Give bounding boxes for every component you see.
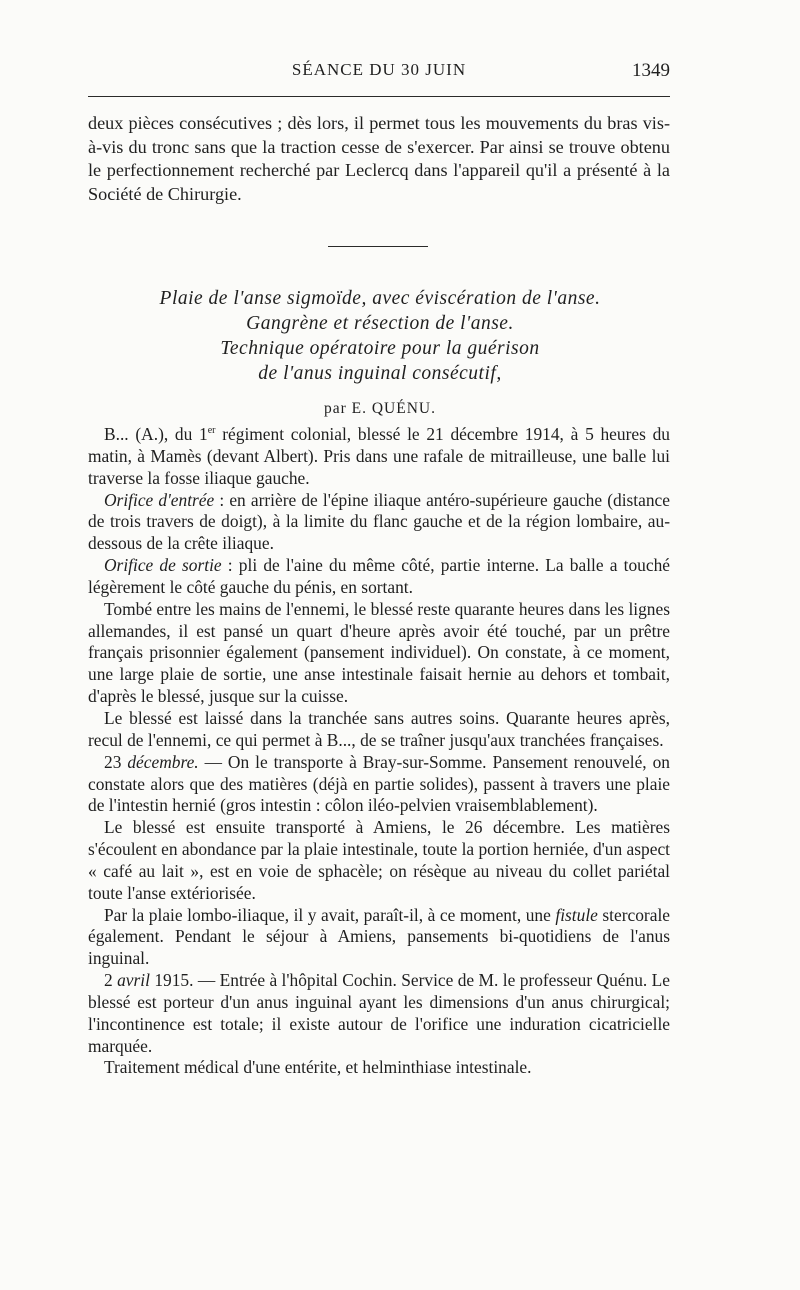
paragraph [88,424,670,490]
text-run: 23 [104,751,128,772]
title-line: Technique opératoire pour la guérison [220,338,540,359]
page-number: 1349 [632,60,670,81]
text-run: régiment colonial, blessé le 21 décembre 1914, à 5 heures du matin, à Mamès (devant Albert). Pris dans une rafale de mitrailleuse, une balle lui traverse la fosse iliaque gauche. [88,424,670,488]
text-run: : en arrière de l'épine iliaque antéro-supérieure gauche (distance de trois travers de doigt), à la limite du flanc gauche et de la région lombaire, au-dessous de la crête iliaque. [88,489,670,554]
paragraph [88,490,670,556]
paragraph [88,555,670,599]
author-byline: par E. QUÉNU. [323,400,436,417]
italic-date: décembre. [127,751,199,772]
page-header [88,60,670,86]
italic-label: Orifice d'entrée [104,489,215,510]
article-title [100,286,660,386]
text-run: 2 [104,970,118,991]
text-run: Par la plaie lombo-iliaque, il y avait, paraît-il, à ce moment, une [104,904,556,925]
text-run: 1915. — Entrée à l'hôpital Cochin. Service de M. le professeur Quénu. Le blessé est porteur d'un anus inguinal ayant les dimensions d'un anus chirurgical; l'incontinence est totale; il existe autour de l'orifice une induration cicatricielle marquée. [88,970,670,1056]
text-run: stercorale également. Pendant le séjour à Amiens, pansements bi-quotidiens de l'anus inguinal. [88,904,670,969]
text-run: B... (A.), du 1 [104,424,208,444]
paragraph: Le blessé est ensuite transporté à Amiens, le 26 décembre. Les matières s'écoulent en abondance par la plaie intestinale, toute la portion herniée, d'un aspect « café au lait », est en voie de sphacèle; on résèque au niveau du collet pariétal toute l'anse extériorisée. [88,817,670,903]
intro-text [88,112,670,206]
paragraph: Le blessé est laissé dans la tranchée sans autres soins. Quarante heures après, recul de l'ennemi, ce qui permet à B..., de se traîner jusqu'aux tranchées françaises. [88,707,670,750]
paragraph [88,905,670,971]
italic-word: fistule [555,904,598,925]
superscript: er [207,425,216,437]
text-run: — On le transporte à Bray-sur-Somme. Pansement renouvelé, on constate alors que des matières (déjà en partie solides), passent à travers une plaie de l'intestin hernié (gros intestin : côlon iléo-pelvien vraisemblablement). [88,751,670,816]
running-title: SÉANCE DU 30 JUIN [291,60,467,79]
paragraph [88,752,670,818]
header-rule [88,96,670,97]
paragraph: Traitement médical d'une entérite, et helminthiase intestinale. [104,1057,532,1078]
section-separator [328,246,428,247]
text-run: : pli de l'aine du même côté, partie interne. La balle a touché légèrement le côté gauche du pénis, en sortant. [88,555,671,597]
intro-paragraph: deux pièces consécutives ; dès lors, il permet tous les mouvements du bras vis-à-vis du tronc sans que la traction cesse de s'exercer. Par ainsi se trouve obtenu le perfectionnement recherché par Leclercq dans l'appareil qu'il a présenté à la Société de Chirurgie. [88,113,670,204]
title-line: Plaie de l'anse sigmoïde, avec éviscération de l'anse. [159,288,601,309]
title-line: Gangrène et résection de l'anse. [246,313,514,334]
case-report [88,424,670,1079]
paragraph [88,970,670,1057]
italic-label: Orifice de sortie [104,555,222,576]
title-line: de l'anus inguinal consécutif, [258,363,502,384]
paragraph: Tombé entre les mains de l'ennemi, le blessé reste quarante heures dans les lignes allemandes, il est pansé un quart d'heure après avoir été touché, par un prêtre français prisonnier également (pansement individuel). On constate, à ce moment, une large plaie de sortie, une anse intestinale faisait hernie au dehors et tombait, d'après le blessé, jusque sur la cuisse. [88,598,670,707]
italic-date: avril [117,970,150,991]
